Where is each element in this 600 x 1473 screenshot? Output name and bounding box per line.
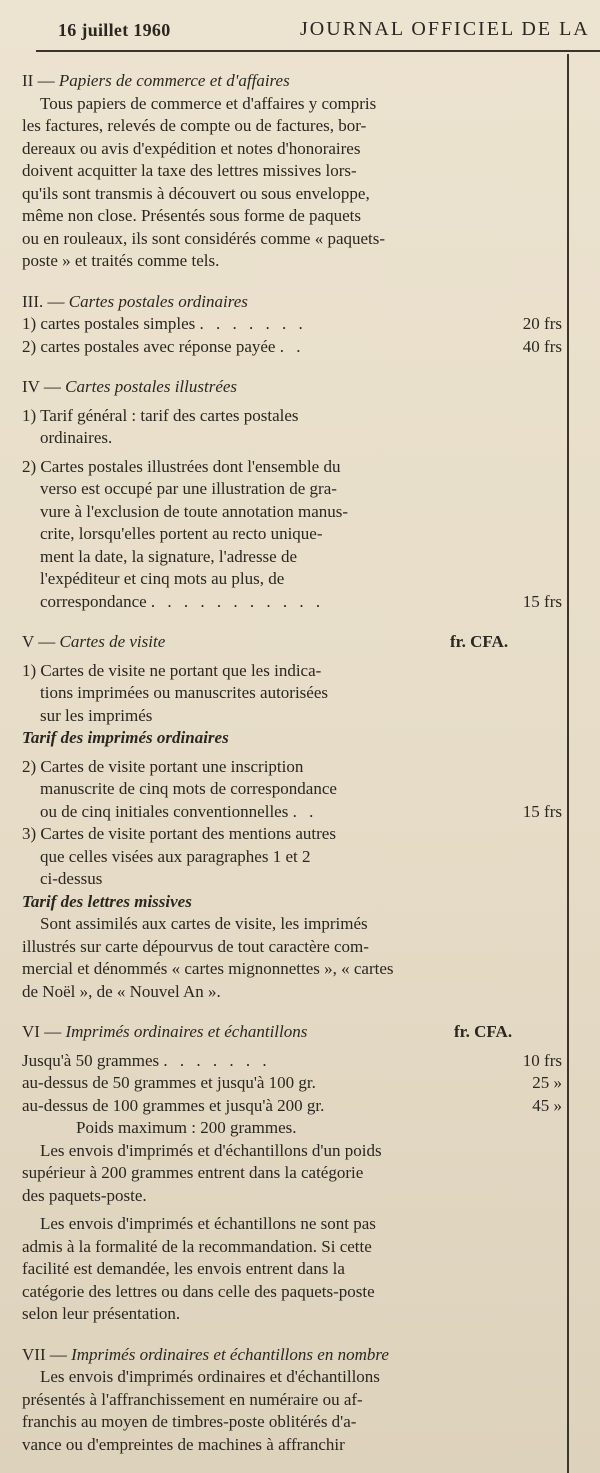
section-v-heading: [22, 631, 562, 654]
paragraph-line: de Noël », de « Nouvel An ».: [22, 981, 221, 1001]
tariff-price: 15 frs: [522, 801, 562, 821]
paragraph-line: illustrés sur carte dépourvus de tout caractère com-: [22, 936, 369, 956]
tariff-row: [22, 1095, 562, 1118]
tariff-label: correspondance . . . . . . . . . . .: [40, 591, 325, 611]
tariff-label: Jusqu'à 50 grammes . . . . . . .: [22, 1050, 271, 1070]
item-line: 3) Cartes de visite portant des mentions autres: [22, 824, 336, 843]
header-journal-title: JOURNAL OFFICIEL DE LA: [300, 18, 590, 40]
section-title: Papiers de commerce et d'affaires: [58, 71, 290, 90]
paragraph-line: même non close. Présentés sous forme de paquets: [22, 206, 361, 225]
tariff-price: 40 frs: [522, 336, 562, 356]
tariff-row: [22, 313, 562, 336]
tariff-price: 10 frs: [522, 1050, 562, 1070]
paragraph-line: Les envois d'imprimés et échantillons ne sont pas: [40, 1214, 376, 1233]
item-line: 1) Tarif général : tarif des cartes postales: [22, 405, 299, 425]
paragraph-line: Tous papiers de commerce et d'affaires y compris: [40, 93, 377, 113]
section-vii-heading: [22, 1344, 562, 1367]
paragraph-line: selon leur présentation.: [22, 1304, 181, 1323]
section-ii-heading: [22, 70, 562, 93]
item-line: ordinaires.: [40, 428, 113, 447]
paragraph-line: poste » et traités comme tels.: [22, 251, 220, 270]
paragraph-line: Sont assimilés aux cartes de visite, les imprimés: [40, 914, 368, 933]
tariff-label: 2) cartes postales avec réponse payée . .: [22, 336, 305, 356]
tariff-label: 1) cartes postales simples . . . . . . .: [22, 314, 307, 333]
page-header: [0, 16, 600, 46]
tariff-label: au-dessus de 100 grammes et jusqu'à 200 gr.: [22, 1095, 325, 1115]
section-title: Imprimés ordinaires et échantillons: [65, 1022, 308, 1041]
max-weight-line: Poids maximum : 200 grammes.: [76, 1118, 297, 1137]
tariff-row: [22, 801, 562, 824]
section-title: Imprimés ordinaires et échantillons en nombre: [71, 1344, 389, 1364]
section-number: V —: [22, 632, 56, 651]
section-title: Cartes postales illustrées: [65, 377, 238, 396]
paragraph-line: Les envois d'imprimés et d'échantillons d'un poids: [40, 1140, 382, 1160]
tariff-price: 15 frs: [522, 591, 562, 611]
paragraph-line: doivent acquitter la taxe des lettres missives lors-: [22, 161, 357, 180]
paragraph-line: supérieur à 200 grammes entrent dans la catégorie: [22, 1163, 364, 1182]
paragraph-line: ou en rouleaux, ils sont considérés comme « paquets-: [22, 228, 386, 248]
currency-label: fr. CFA.: [454, 1022, 513, 1041]
column-rule: [567, 54, 569, 1473]
section-number: VI —: [22, 1022, 62, 1041]
item-line: tions imprimées ou manuscrites autorisées: [40, 683, 328, 702]
subheading: Tarif des lettres missives: [22, 891, 192, 911]
currency-label: fr. CFA.: [450, 632, 509, 651]
item-line: ci-dessus: [40, 869, 103, 888]
header-date: 16 juillet 1960: [58, 20, 171, 40]
paragraph-line: facilité est demandée, les envois entrent dans la: [22, 1259, 345, 1278]
paragraph-line: catégorie des lettres ou dans celle des paquets-poste: [22, 1281, 375, 1301]
tariff-price: 20 frs: [522, 314, 562, 333]
paragraph-line: mercial et dénommés « cartes mignonnettes », « cartes: [22, 959, 394, 978]
section-title: Cartes de visite: [59, 632, 166, 651]
item-line: verso est occupé par une illustration de gra-: [40, 479, 337, 498]
section-number: IV —: [22, 377, 61, 396]
paragraph-line: dereaux ou avis d'expédition et notes d'honoraires: [22, 138, 361, 158]
tariff-row: [22, 591, 562, 614]
item-line: vure à l'exclusion de toute annotation manus-: [40, 501, 349, 521]
item-line: 1) Cartes de visite ne portant que les indica-: [22, 660, 322, 680]
section-iii-heading: [22, 291, 562, 314]
item-line: sur les imprimés: [40, 705, 153, 725]
item-line: l'expéditeur et cinq mots au plus, de: [40, 569, 285, 588]
section-vi-heading: [22, 1021, 562, 1044]
section-title: Cartes postales ordinaires: [68, 291, 248, 311]
section-number: II —: [22, 71, 55, 90]
section-number: III. —: [22, 291, 65, 311]
paragraph-line: présentés à l'affranchissement en numéraire ou af-: [22, 1389, 363, 1409]
paragraph-line: vance ou d'empreintes de machines à affranchir: [22, 1434, 345, 1454]
item-line: que celles visées aux paragraphes 1 et 2: [40, 846, 311, 866]
item-line: manuscrite de cinq mots de correspondance: [40, 779, 337, 798]
tariff-row: [22, 1050, 562, 1073]
item-line: 2) Cartes postales illustrées dont l'ensemble du: [22, 456, 341, 476]
paragraph-line: qu'ils sont transmis à découvert ou sous enveloppe,: [22, 183, 370, 203]
item-line: crite, lorsqu'elles portent au recto unique-: [40, 524, 323, 543]
tariff-row: [22, 336, 562, 359]
tariff-label: au-dessus de 50 grammes et jusqu'à 100 gr.: [22, 1073, 316, 1092]
tariff-label: ou de cinq initiales conventionnelles . .: [40, 801, 318, 821]
item-line: ment la date, la signature, l'adresse de: [40, 546, 298, 566]
item-line: 2) Cartes de visite portant une inscription: [22, 756, 304, 776]
tariff-price: 25 »: [532, 1073, 562, 1092]
paragraph-line: franchis au moyen de timbres-poste oblitérés d'a-: [22, 1412, 357, 1431]
subheading: Tarif des imprimés ordinaires: [22, 728, 229, 747]
paragraph-line: admis à la formalité de la recommandation. Si cette: [22, 1236, 372, 1256]
tariff-price: 45 »: [532, 1095, 562, 1115]
text-column: [22, 64, 562, 1456]
section-iv-heading: [22, 376, 562, 399]
paragraph-line: les factures, relevés de compte ou de factures, bor-: [22, 116, 367, 135]
tariff-row: [22, 1072, 562, 1095]
paragraph-line: des paquets-poste.: [22, 1185, 147, 1205]
paragraph-line: Les envois d'imprimés ordinaires et d'échantillons: [40, 1367, 380, 1386]
section-number: VII —: [22, 1344, 67, 1364]
header-rule: [36, 50, 600, 52]
